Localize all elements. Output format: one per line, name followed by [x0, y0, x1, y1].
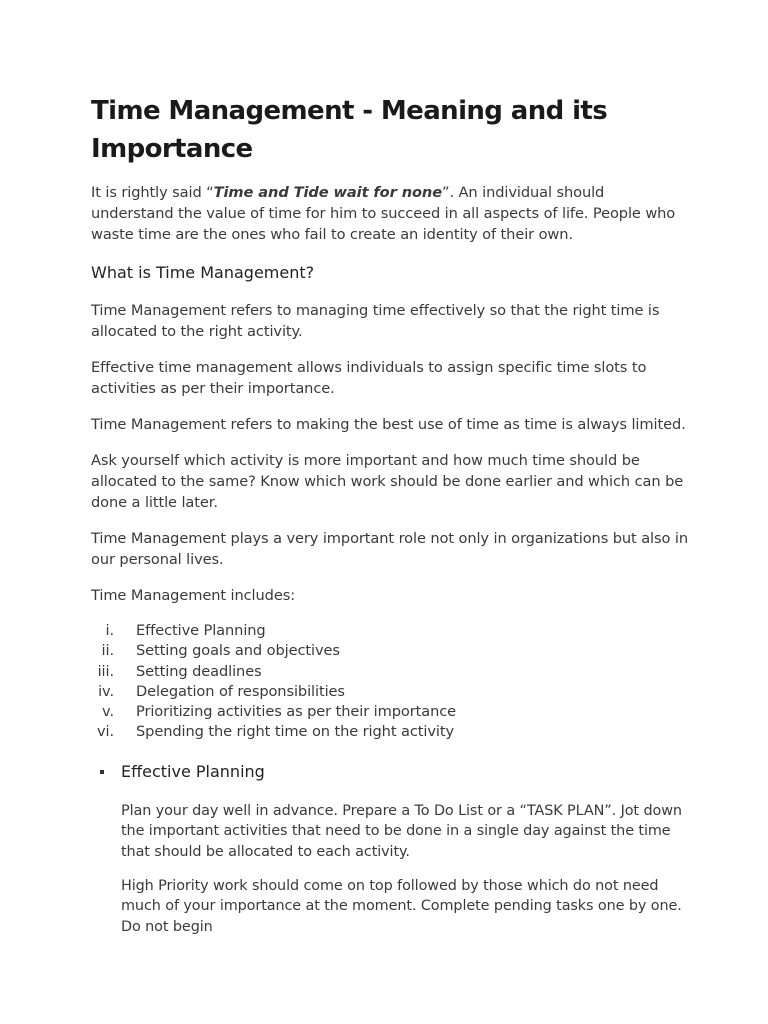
list-item: [91, 662, 691, 682]
list-item: [91, 722, 691, 742]
list-item: [91, 641, 691, 661]
paragraph-ask-yourself: Ask yourself which activity is more important and how much time should be allocated to the same? Know which work should be done earlier and which can be done a little later.: [91, 452, 684, 511]
effective-planning-body: [91, 801, 691, 937]
list-item-number: vi.: [96, 723, 114, 741]
list-item-number: iii.: [97, 662, 114, 680]
list-item-text: Delegation of responsibilities: [136, 682, 345, 700]
list-item-number: ii.: [101, 642, 114, 660]
list-item: [91, 682, 691, 702]
intro-quote: Time and Tide wait for none: [213, 184, 442, 201]
paragraph-best-use: Time Management refers to making the best use of time as time is always limited.: [91, 416, 686, 433]
list-item-text: Setting deadlines: [136, 662, 262, 680]
intro-text-before: It is rightly said “: [91, 184, 214, 201]
intro-text-after: ”. An individual should understand the value of time for him to succeed in all aspects of life. People who waste time are the ones who fail to create an identity of their own.: [91, 184, 676, 243]
document-content: [91, 92, 691, 937]
page-title: Time Management - Meaning and its Importance: [91, 96, 608, 164]
bullet-heading-effective-planning: [91, 760, 691, 784]
paragraph-includes: Time Management includes:: [91, 587, 296, 604]
list-item-text: Effective Planning: [136, 622, 266, 639]
list-item-number: v.: [102, 703, 114, 721]
bullet-heading-text: Effective Planning: [121, 761, 265, 781]
list-item: [91, 621, 691, 641]
intro-paragraph: [91, 182, 691, 245]
paragraph-high-priority: High Priority work should come on top followed by those which do not need much of your importance at the moment. Complete pending tasks one by one. Do not begin: [121, 878, 682, 935]
square-bullet-icon: [100, 770, 104, 774]
list-item-text: Prioritizing activities as per their importance: [136, 703, 457, 721]
list-item-number: i.: [105, 622, 114, 639]
list-item: [91, 702, 691, 722]
paragraph-plan-day: Plan your day well in advance. Prepare a To Do List or a “TASK PLAN”. Jot down the important activities that need to be done in a single day against the time that should be allocated to each activity.: [121, 802, 682, 860]
paragraph-important-role: Time Management plays a very important role not only in organizations but also in our personal lives.: [91, 530, 688, 568]
list-item-number: iv.: [98, 682, 114, 700]
paragraph-time-slots: Effective time management allows individuals to assign specific time slots to activities as per their importance.: [91, 359, 647, 397]
list-item-text: Setting goals and objectives: [136, 642, 340, 660]
list-item-text: Spending the right time on the right activity: [136, 723, 454, 741]
includes-list: [91, 621, 691, 743]
paragraph-definition: Time Management refers to managing time effectively so that the right time is allocated to the right activity.: [91, 302, 660, 340]
section-heading: What is Time Management?: [91, 263, 315, 282]
